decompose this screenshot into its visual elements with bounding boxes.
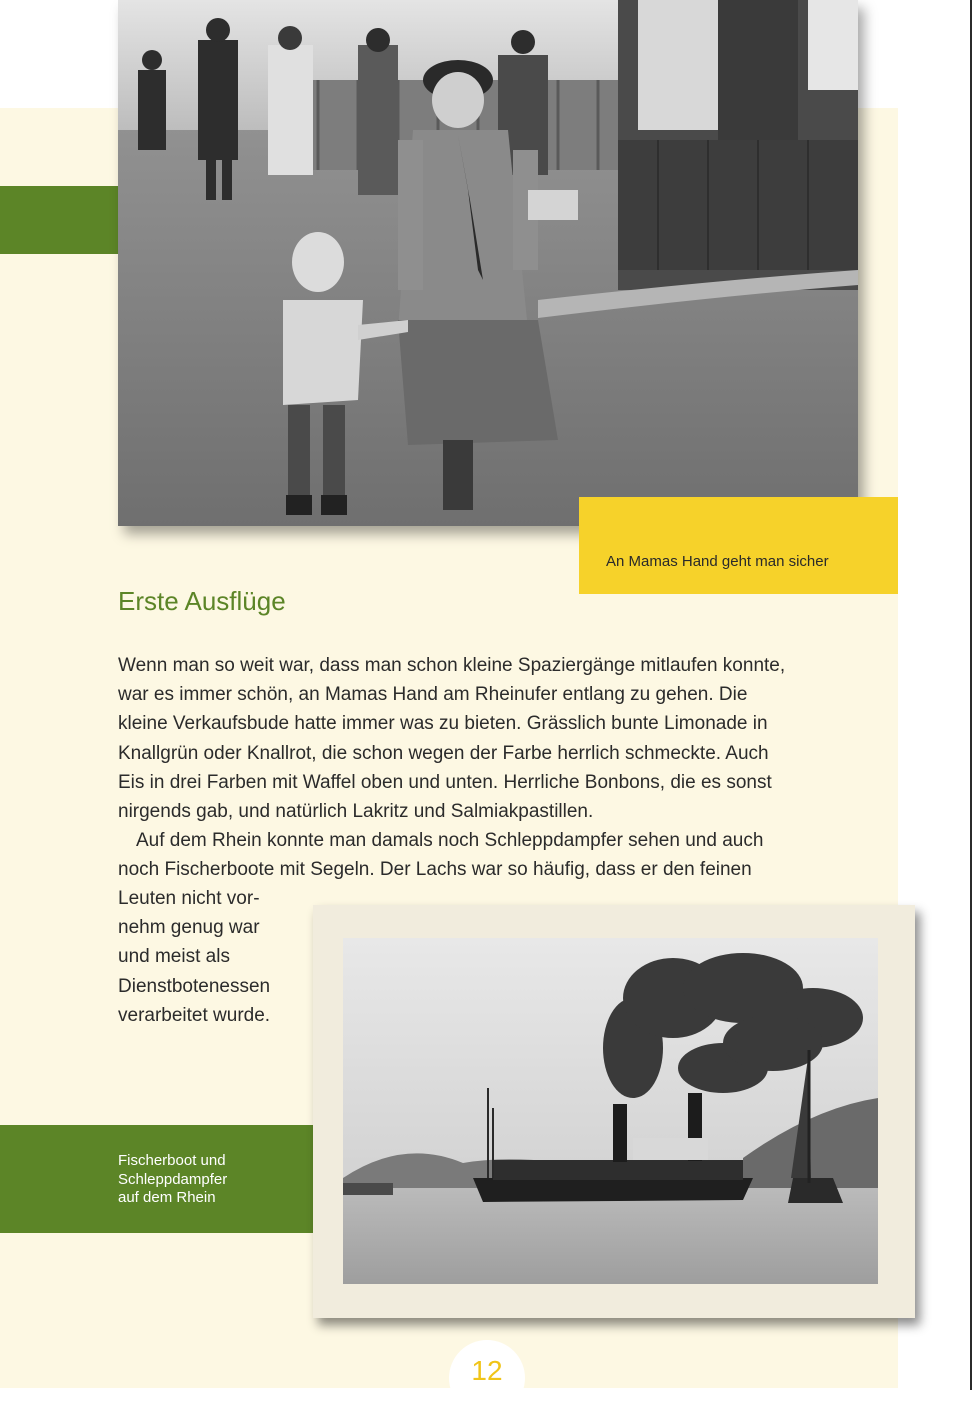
photo-mother-and-child-image [118,0,858,526]
paragraph-1-line: Eis in drei Farben mit Waffel oben und unten. Herrliche Bonbons, die es sonst [118,771,772,793]
photo-steamer-image [343,938,878,1284]
paragraph-1-line: Wenn man so weit war, dass man schon kleine Spaziergänge mitlaufen konnte, [118,655,786,676]
photo-steamer-on-rhine [343,938,878,1284]
paragraph-2-side-line: nehm genug war [118,917,260,939]
paragraph-2-line: Auf dem Rhein konnte man damals noch Schleppdampfer sehen und auch [136,830,764,851]
paragraph-1-line: war es immer schön, an Mamas Hand am Rheinufer entlang zu gehen. Die [118,684,748,706]
page-number: 12 [471,1355,503,1386]
caption-box-yellow [579,497,898,594]
section-heading: Erste Ausflüge [118,586,286,616]
paragraph-2-side-line: Dienstbotenessen [118,975,271,997]
paragraph-2-side-line: und meist als [118,946,230,968]
caption-box-green [0,1125,325,1233]
paragraph-1-line: kleine Verkaufsbude hatte immer was zu bieten. Grässlich bunte Limonade in [118,713,768,735]
photo-caption-steamer-line: Schleppdampfer [118,1170,228,1188]
photo-frame-steamer [313,905,915,1318]
paragraph-2 [118,826,858,884]
paragraph-2-line: noch Fischerboote mit Segeln. Der Lachs war so häufig, dass er den feinen [118,859,752,881]
photo-caption-steamer-line: Fischerboot und [118,1152,226,1169]
paragraph-1 [118,651,858,826]
paragraph-1-line: nirgends gab, und natürlich Lakritz und Salmiakpastillen. [118,801,594,823]
paragraph-2-wrapped [118,884,270,1030]
paragraph-2-side-line: Leuten nicht vor- [118,888,260,909]
photo-caption-mother-child: An Mamas Hand geht man sicher [606,553,829,570]
photo-caption-steamer [118,1152,227,1208]
paragraph-2-side-line: verarbeitet wurde. [118,1004,271,1026]
photo-caption-steamer-line: auf dem Rhein [118,1189,216,1206]
green-accent-tab [0,186,120,254]
photo-mother-and-child [118,0,858,526]
page-edge-line [970,0,972,1390]
paragraph-1-line: Knallgrün oder Knallrot, die schon wegen der Farbe herrlich schmeckte. Auch [118,742,769,764]
